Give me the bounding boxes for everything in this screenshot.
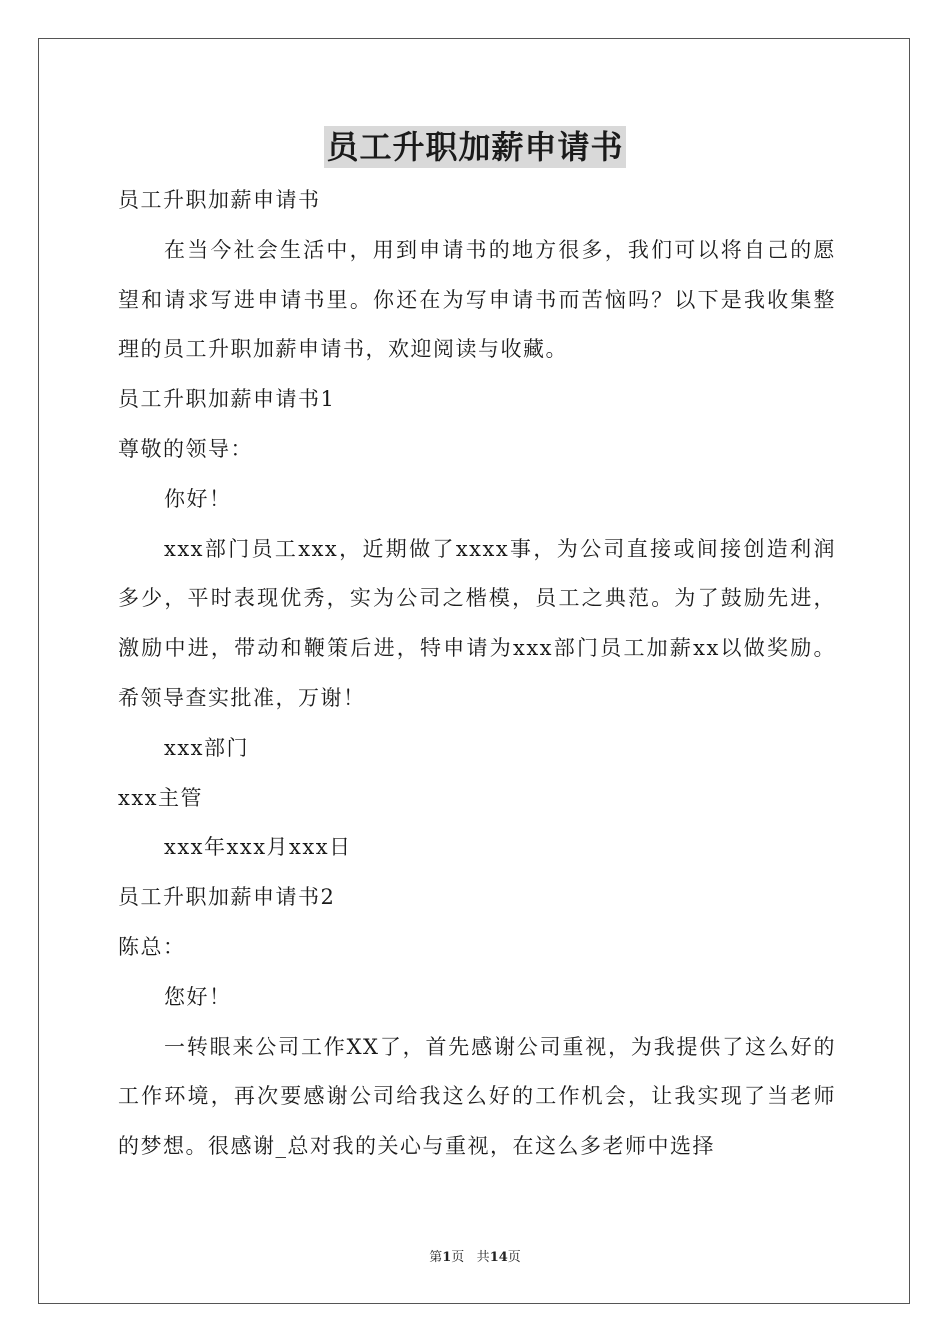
total-prefix: 共 xyxy=(476,1250,490,1265)
page-footer xyxy=(0,1246,950,1265)
letter1-body: xxx部门员工xxx，近期做了xxxx事，为公司直接或间接创造利润多少，平时表现优秀，实为公司之楷模，员工之典范。为了鼓励先进，激励中进，带动和鞭策后进，特申请为xxx部门员工加薪xx以做奖励。希领导查实批准，万谢！ xyxy=(118,536,836,710)
total-pages: 14 xyxy=(489,1250,508,1265)
letter1-greeting: 你好！ xyxy=(164,486,232,511)
page-prefix: 第 xyxy=(429,1250,443,1265)
subtitle: 员工升职加薪申请书 xyxy=(118,188,321,212)
letter1-date: xxx年xxx月xxx日 xyxy=(164,835,352,860)
total-suffix: 页 xyxy=(507,1250,521,1265)
intro-paragraph: 在当今社会生活中，用到申请书的地方很多，我们可以将自己的愿望和请求写进申请书里。你还在为写申请书而苦恼吗？以下是我收集整理的员工升职加薪申请书，欢迎阅读与收藏。 xyxy=(118,237,836,362)
page-number: 1 xyxy=(442,1250,452,1265)
letter1-salutation: 尊敬的领导： xyxy=(118,436,253,461)
letter2-greeting: 您好！ xyxy=(164,984,232,1009)
page-suffix: 页 xyxy=(451,1250,465,1265)
letter1-heading: 员工升职加薪申请书1 xyxy=(118,387,336,412)
document-title: 员工升职加薪申请书 xyxy=(326,128,624,166)
letter2-salutation: 陈总： xyxy=(118,934,186,959)
document-body xyxy=(118,176,836,1172)
letter1-dept: xxx部门 xyxy=(164,735,250,760)
letter1-signer: xxx主管 xyxy=(118,785,204,810)
letter2-body: 一转眼来公司工作XX了，首先感谢公司重视，为我提供了这么好的工作环境，再次要感谢公司给我这么好的工作机会，让我实现了当老师的梦想。很感谢_总对我的关心与重视，在这么多老师中选择 xyxy=(118,1034,836,1159)
letter2-heading: 员工升职加薪申请书2 xyxy=(118,885,336,910)
title-container xyxy=(0,126,950,168)
